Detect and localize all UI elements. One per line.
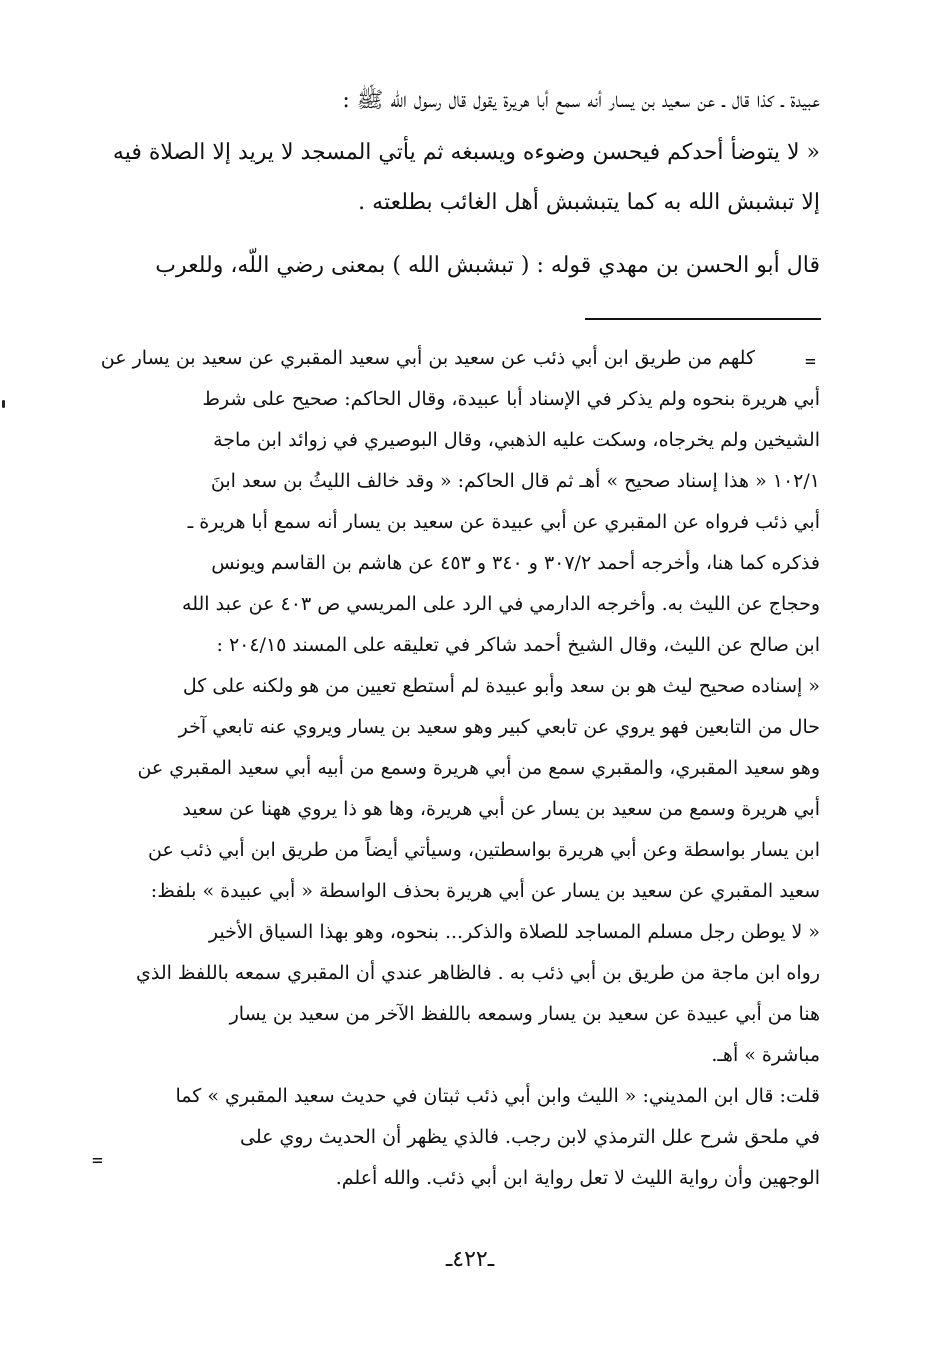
footnote-line-7: وحجاج عن الليث به. وأخرجه الدارمي في الرد على المريسي ص ٤٠٣ عن عبد الله [182,593,820,615]
main-text-line-4: قال أبو الحسن بن مهدي قوله : ( تبشبش الله ) بمعنى رضي اللّه، وللعرب [155,253,820,278]
main-text-line-1: عبيدة ـ كذا قال ـ عن سعيد بن يسار أنه سمع أبا هريرة يقول قال رسول الله ﷺ : [342,88,820,113]
footnote-line-11: وهو سعيد المقبري، والمقبري سمع من أبي هريرة وسمع من أبيه أبي سعيد المقبري عن [137,757,820,779]
footnote-line-3: الشيخين ولم يخرجاه، وسكت عليه الذهبي، وقال البوصيري في زوائد ابن ماجة [213,429,820,451]
footnote-line-8: ابن صالح عن الليث، وقال الشيخ أحمد شاكر في تعليقه على المسند ٢٠٤/١٥ : [216,634,820,656]
main-text-line-3: إلا تبشبش الله به كما يتبشبش أهل الغائب بطلعته . [358,190,820,215]
footnote-line-19: قلت: قال ابن المديني: « الليث وابن أبي ذئب ثبتان في حديث سعيد المقبري » كما [175,1085,820,1107]
footnote-line-16: رواه ابن ماجة من طريق بن أبي ذئب به . فالظاهر عندي أن المقبري سمعه باللفظ الذي [135,962,820,984]
footnote-line-15: « لا يوطن رجل مسلم المساجد للصلاة والذكر... بنحوه، وهو بهذا السياق الأخير [208,921,820,943]
footnote-line-18: مباشرة » أهـ. [711,1044,820,1066]
footnote-continuation-mark-bottom: = [92,1150,103,1171]
footnote-line-17: هنا من أبي عبيدة عن سعيد بن يسار وسمعه باللفظ الآخر من سعيد بن يسار [229,1003,820,1025]
footnote-continuation-mark-top: = [805,351,816,372]
scan-dot-mark [2,400,5,408]
footnote-line-9: « إسناده صحيح ليث هو بن سعد وأبو عبيدة لم أستطع تعيين من هو ولكنه على كل [182,675,820,697]
footnote-line-1: كلهم من طريق ابن أبي ذئب عن سعيد بن أبي سعيد المقبري عن سعيد بن يسار عن [100,347,755,369]
footnote-line-12: أبي هريرة وسمع من سعيد بن يسار عن أبي هريرة، وها هو ذا يروي ههنا عن سعيد [182,798,820,820]
footnote-line-10: حال من التابعين فهو يروي عن تابعي كبير وهو سعيد بن يسار ويروي عنه تابعي آخر [178,716,820,738]
footnote-line-14: سعيد المقبري عن سعيد بن يسار عن أبي هريرة بحذف الواسطة « أبي عبيدة » بلفظ: [150,880,820,902]
page-number: ـ٤٢٢ـ [445,1247,495,1272]
footnote-line-21: الوجهين وأن رواية الليث لا تعل رواية ابن أبي ذئب. والله أعلم. [335,1167,820,1189]
footnote-line-2: أبي هريرة بنحوه ولم يذكر في الإسناد أبا عبيدة، وقال الحاكم: صحيح على شرط [202,388,820,410]
footnote-line-5: أبي ذئب فرواه عن المقبري عن أبي عبيدة عن سعيد بن يسار أنه سمع أبا هريرة ـ [187,511,820,533]
footnote-line-13: ابن يسار بواسطة وعن أبي هريرة بواسطتين، وسيأتي أيضاً من طريق ابن أبي ذئب عن [147,839,820,861]
footnote-line-6: فذكره كما هنا، وأخرجه أحمد ٣٠٧/٢ و ٣٤٠ و ٤٥٣ عن هاشم بن القاسم ويونس [211,552,820,574]
footnote-line-4: ١٠٢/١ « هذا إسناد صحيح » أهـ ثم قال الحاكم: « وقد خالف الليثُ بن سعد ابنَ [210,470,820,492]
main-text-line-2: « لا يتوضأ أحدكم فيحسن وضوءه ويسبغه ثم يأتي المسجد لا يريد إلا الصلاة فيه [112,140,820,165]
footnote-line-20: في ملحق شرح علل الترمذي لابن رجب. فالذي يظهر أن الحديث روي على [240,1126,820,1148]
footnote-divider [585,318,821,320]
